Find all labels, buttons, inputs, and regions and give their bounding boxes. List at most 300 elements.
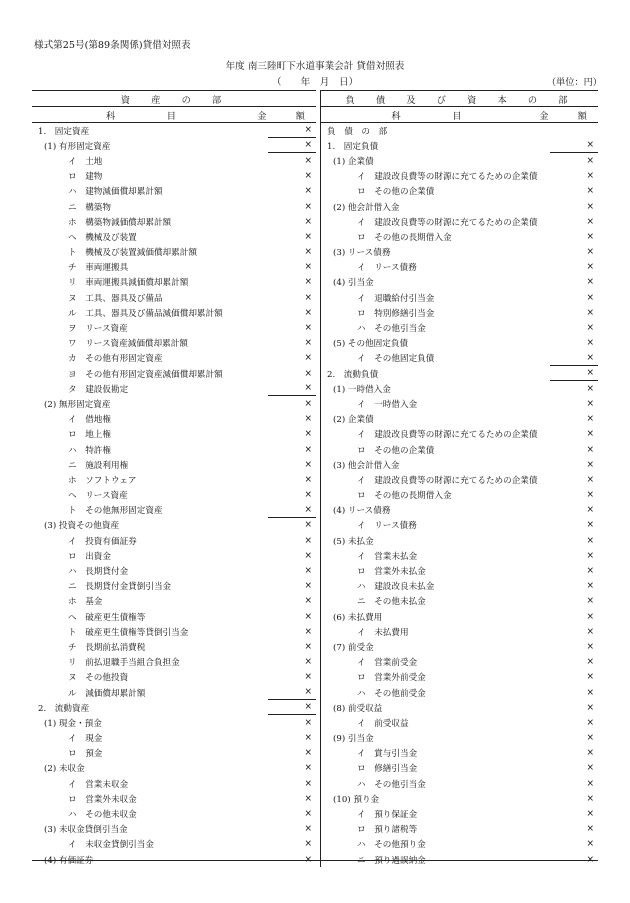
account-amount: × bbox=[304, 641, 312, 652]
table-row bbox=[32, 700, 316, 715]
account-label: (4) 有価証券 bbox=[44, 855, 94, 866]
account-amount: × bbox=[586, 155, 594, 166]
table-row bbox=[320, 533, 598, 548]
table-row bbox=[32, 336, 316, 351]
account-label: イ 営業未払金 bbox=[357, 551, 418, 562]
account-label: ハ その他未収金 bbox=[68, 810, 137, 821]
account-label: (7) 前受金 bbox=[333, 642, 374, 653]
table-row bbox=[32, 563, 316, 578]
account-amount: × bbox=[304, 626, 312, 637]
assets-col-item: 科 目 bbox=[106, 110, 182, 122]
account-label: ニ その他未払金 bbox=[357, 597, 426, 608]
account-amount: × bbox=[304, 307, 312, 318]
account-label: ロ その他の長期借入金 bbox=[357, 491, 452, 502]
account-label: イ 建設改良費等の財源に充てるための企業債 bbox=[357, 430, 538, 441]
unit-label: （単位：円） bbox=[546, 77, 602, 88]
account-label: ハ その他預り金 bbox=[357, 840, 426, 851]
account-amount: × bbox=[304, 490, 312, 501]
table-row bbox=[32, 442, 316, 457]
account-label: ハ 特許権 bbox=[68, 445, 111, 456]
table-row bbox=[320, 639, 598, 654]
account-amount: × bbox=[586, 763, 594, 774]
account-label: ハ その他前受金 bbox=[357, 688, 426, 699]
account-amount: × bbox=[586, 262, 594, 273]
account-amount: × bbox=[304, 566, 312, 577]
table-row bbox=[320, 776, 598, 791]
table-row bbox=[320, 366, 598, 381]
account-amount: × bbox=[586, 702, 594, 713]
account-amount: × bbox=[586, 566, 594, 577]
account-amount: × bbox=[586, 277, 594, 288]
account-label: イ 土地 bbox=[68, 156, 103, 167]
account-amount: × bbox=[304, 778, 312, 789]
account-label: イ 預り保証金 bbox=[357, 810, 418, 821]
account-label: ホ 基金 bbox=[68, 597, 103, 608]
account-amount: × bbox=[304, 809, 312, 820]
table-row bbox=[320, 153, 598, 168]
account-label: ト 破産更生債権等貸倒引当金 bbox=[68, 627, 189, 638]
account-label: ニ 施設利用権 bbox=[68, 460, 129, 471]
table-row bbox=[320, 260, 598, 275]
account-label: イ リース債務 bbox=[357, 263, 417, 274]
account-amount: × bbox=[268, 503, 316, 518]
account-amount: × bbox=[586, 611, 594, 622]
table-row bbox=[32, 153, 316, 168]
table-row bbox=[320, 396, 598, 411]
account-label: ロ 営業外未払金 bbox=[357, 567, 426, 578]
account-label: (3) 投資その他資産 bbox=[44, 521, 120, 532]
account-amount: × bbox=[268, 381, 316, 396]
table-row bbox=[320, 685, 598, 700]
account-amount: × bbox=[586, 186, 594, 197]
account-label: (6) 未払費用 bbox=[333, 612, 383, 623]
account-amount: × bbox=[586, 687, 594, 698]
account-label: イ 未収金貸倒引当金 bbox=[68, 840, 154, 851]
account-label: (5) その他固定負債 bbox=[333, 339, 409, 350]
account-amount: × bbox=[586, 809, 594, 820]
account-amount: × bbox=[304, 459, 312, 470]
account-label: チ 車両運搬具 bbox=[68, 263, 129, 274]
table-row bbox=[320, 655, 598, 670]
account-label: (1) 有形固定資産 bbox=[44, 141, 111, 152]
table-row bbox=[320, 290, 598, 305]
table-row bbox=[32, 214, 316, 229]
liabilities-section-header: 負 債 及 び 資 本 の 部 bbox=[320, 90, 598, 107]
table-row bbox=[32, 381, 316, 396]
table-row bbox=[32, 229, 316, 244]
assets-panel bbox=[32, 90, 316, 867]
account-label: (3) 他会計借入金 bbox=[333, 460, 400, 471]
form-number: 様式第25号(第89条関係)貸借対照表 bbox=[34, 40, 191, 51]
table-row bbox=[320, 472, 598, 487]
table-row bbox=[320, 806, 598, 821]
account-label: ニ 預り過誤納金 bbox=[357, 855, 426, 866]
account-label: イ 建設改良費等の財源に充てるための企業債 bbox=[357, 475, 538, 486]
table-row bbox=[32, 594, 316, 609]
account-amount: × bbox=[304, 793, 312, 804]
account-amount: × bbox=[586, 626, 594, 637]
account-amount: × bbox=[304, 414, 312, 425]
account-amount: × bbox=[550, 366, 598, 381]
account-label: イ その他固定負債 bbox=[357, 354, 435, 365]
account-label: (2) 無形固定資産 bbox=[44, 399, 111, 410]
liabilities-col-amount: 金 額 bbox=[539, 110, 597, 122]
account-label: チ 長期前払消費税 bbox=[68, 642, 146, 653]
table-row bbox=[32, 427, 316, 442]
table-row bbox=[320, 791, 598, 806]
table-row bbox=[32, 533, 316, 548]
liabilities-col-item: 科 目 bbox=[391, 110, 468, 122]
account-amount: × bbox=[586, 657, 594, 668]
table-row bbox=[32, 290, 316, 305]
account-label: 2. 流動資産 bbox=[38, 703, 90, 714]
table-row bbox=[32, 822, 316, 837]
account-amount: × bbox=[304, 611, 312, 622]
account-label: ヌ 工具、器具及び備品 bbox=[68, 293, 163, 304]
liabilities-column-header bbox=[320, 107, 598, 123]
table-row bbox=[320, 412, 598, 427]
account-amount: × bbox=[586, 778, 594, 789]
account-label: ニ 構築物 bbox=[68, 202, 111, 213]
table-row bbox=[320, 548, 598, 563]
account-label: ロ 営業外前受金 bbox=[357, 673, 426, 684]
account-label: イ リース債務 bbox=[357, 521, 417, 532]
table-row bbox=[32, 260, 316, 275]
account-label: ロ 預金 bbox=[68, 749, 103, 760]
table-row bbox=[320, 579, 598, 594]
table-row bbox=[32, 199, 316, 214]
table-row bbox=[32, 715, 316, 730]
account-label: (1) 現金・預金 bbox=[44, 718, 102, 729]
account-amount: × bbox=[304, 717, 312, 728]
account-amount: × bbox=[304, 398, 312, 409]
account-amount: × bbox=[586, 672, 594, 683]
account-amount: × bbox=[304, 748, 312, 759]
account-label: リ 車両運搬具減価償却累計額 bbox=[68, 278, 189, 289]
account-label: ホ 構築物減価償却累計額 bbox=[68, 217, 172, 228]
table-row bbox=[320, 488, 598, 503]
table-row bbox=[320, 320, 598, 335]
table-row bbox=[32, 275, 316, 290]
account-amount: × bbox=[268, 685, 316, 700]
table-row bbox=[320, 457, 598, 472]
account-amount: × bbox=[586, 171, 594, 182]
liabilities-panel bbox=[320, 90, 598, 867]
account-label: ヲ リース資産 bbox=[68, 324, 128, 335]
table-row bbox=[320, 275, 598, 290]
table-row bbox=[320, 214, 598, 229]
account-amount: × bbox=[586, 429, 594, 440]
table-row bbox=[32, 806, 316, 821]
account-label: ロ 出資金 bbox=[68, 551, 111, 562]
account-amount: × bbox=[586, 292, 594, 303]
account-label: ル 工具、器具及び備品減価償却累計額 bbox=[68, 308, 223, 319]
account-label: 負 債 の 部 bbox=[327, 126, 388, 137]
table-row bbox=[32, 245, 316, 260]
account-label: 2. 流動負債 bbox=[327, 369, 379, 380]
account-amount: × bbox=[304, 854, 312, 865]
account-amount: × bbox=[586, 733, 594, 744]
account-amount: × bbox=[586, 216, 594, 227]
table-row bbox=[320, 229, 598, 244]
account-label: (8) 前受収益 bbox=[333, 703, 383, 714]
account-amount: × bbox=[304, 474, 312, 485]
table-row bbox=[32, 791, 316, 806]
account-amount: × bbox=[586, 641, 594, 652]
account-amount: × bbox=[586, 474, 594, 485]
account-amount: × bbox=[586, 824, 594, 835]
table-row bbox=[320, 245, 598, 260]
account-amount: × bbox=[304, 201, 312, 212]
table-row bbox=[320, 305, 598, 320]
table-row bbox=[32, 518, 316, 533]
table-row bbox=[320, 199, 598, 214]
account-label: イ 現金 bbox=[68, 734, 103, 745]
account-label: (2) 他会計借入金 bbox=[333, 202, 400, 213]
account-label: イ 建設改良費等の財源に充てるための企業債 bbox=[357, 217, 538, 228]
account-amount: × bbox=[586, 398, 594, 409]
account-amount: × bbox=[586, 535, 594, 546]
table-row bbox=[320, 761, 598, 776]
account-label: イ 営業未収金 bbox=[68, 779, 129, 790]
table-row bbox=[32, 837, 316, 852]
table-row bbox=[320, 381, 598, 396]
account-amount: × bbox=[586, 444, 594, 455]
account-amount: × bbox=[304, 277, 312, 288]
account-label: ヨ その他有形固定資産減価償却累計額 bbox=[68, 369, 223, 380]
table-row bbox=[320, 138, 598, 153]
account-amount: × bbox=[586, 307, 594, 318]
account-label: ト その他無形固定資産 bbox=[68, 506, 163, 517]
account-amount: × bbox=[304, 429, 312, 440]
table-row bbox=[32, 548, 316, 563]
account-label: ヘ 破産更生債権等 bbox=[68, 612, 146, 623]
assets-section-header: 資 産 の 部 bbox=[32, 90, 316, 107]
table-row bbox=[320, 427, 598, 442]
account-label: リ 前払退職手当組合負担金 bbox=[68, 658, 180, 669]
table-row bbox=[32, 776, 316, 791]
account-amount: × bbox=[304, 520, 312, 531]
account-amount: × bbox=[550, 351, 598, 366]
account-amount: × bbox=[304, 323, 312, 334]
account-label: (1) 一時借入金 bbox=[333, 384, 391, 395]
account-amount: × bbox=[268, 700, 316, 715]
account-amount: × bbox=[304, 338, 312, 349]
account-label: (2) 企業債 bbox=[333, 415, 374, 426]
table-row bbox=[32, 670, 316, 685]
account-amount: × bbox=[268, 138, 316, 153]
account-amount: × bbox=[586, 505, 594, 516]
account-label: 1. 固定負債 bbox=[327, 141, 379, 152]
account-label: ワ リース資産減価償却累計額 bbox=[68, 339, 188, 350]
account-amount: × bbox=[304, 368, 312, 379]
table-row bbox=[32, 457, 316, 472]
account-amount: × bbox=[304, 262, 312, 273]
account-amount: × bbox=[304, 444, 312, 455]
table-row bbox=[32, 138, 316, 153]
table-row bbox=[320, 563, 598, 578]
assets-col-amount: 金 額 bbox=[257, 110, 315, 122]
account-label: (2) 未収金 bbox=[44, 764, 85, 775]
assets-column-header bbox=[32, 107, 316, 123]
liabilities-rows bbox=[320, 123, 598, 867]
table-row bbox=[32, 366, 316, 381]
table-row bbox=[320, 503, 598, 518]
account-amount: × bbox=[304, 672, 312, 683]
table-row bbox=[32, 320, 316, 335]
table-row bbox=[32, 169, 316, 184]
account-amount: × bbox=[586, 490, 594, 501]
account-label: ロ 特別修繕引当金 bbox=[357, 308, 435, 319]
table-row bbox=[320, 123, 598, 138]
account-label: (5) 未払金 bbox=[333, 536, 374, 547]
account-amount: × bbox=[304, 247, 312, 258]
table-row bbox=[32, 746, 316, 761]
account-label: (3) リース債務 bbox=[333, 248, 391, 259]
table-row bbox=[320, 594, 598, 609]
table-row bbox=[320, 609, 598, 624]
account-label: イ 借地権 bbox=[68, 415, 111, 426]
account-label: ト 機械及び装置減価償却累計額 bbox=[68, 248, 197, 259]
table-row bbox=[32, 412, 316, 427]
account-label: ホ ソフトウェア bbox=[68, 475, 137, 486]
document-date: （ 年 月 日） bbox=[271, 77, 359, 88]
account-amount: × bbox=[304, 155, 312, 166]
account-label: ロ 修繕引当金 bbox=[357, 764, 418, 775]
account-label: ロ 預り諸税等 bbox=[357, 825, 418, 836]
account-amount: × bbox=[586, 323, 594, 334]
table-row bbox=[320, 351, 598, 366]
account-label: ハ その他引当金 bbox=[357, 324, 426, 335]
table-row bbox=[320, 822, 598, 837]
account-label: 1. 固定資産 bbox=[38, 126, 90, 137]
account-label: イ 営業前受金 bbox=[357, 658, 418, 669]
account-amount: × bbox=[586, 748, 594, 759]
account-amount: × bbox=[304, 596, 312, 607]
account-label: (3) 未収金貸倒引当金 bbox=[44, 825, 128, 836]
table-row bbox=[32, 184, 316, 199]
account-amount: × bbox=[304, 216, 312, 227]
account-label: ハ 建物減価償却累計額 bbox=[68, 187, 163, 198]
account-amount: × bbox=[586, 854, 594, 865]
account-label: イ 一時借入金 bbox=[357, 399, 418, 410]
account-label: ヘ リース資産 bbox=[68, 491, 128, 502]
account-amount: × bbox=[586, 550, 594, 561]
assets-rows bbox=[32, 123, 316, 867]
account-amount: × bbox=[586, 596, 594, 607]
account-label: (9) 引当金 bbox=[333, 734, 374, 745]
account-label: イ 賞与引当金 bbox=[357, 749, 418, 760]
account-amount: × bbox=[304, 171, 312, 182]
table-row bbox=[32, 731, 316, 746]
account-amount: × bbox=[304, 550, 312, 561]
account-label: (10) 預り金 bbox=[333, 794, 380, 805]
account-label: ロ 営業外未収金 bbox=[68, 794, 137, 805]
account-amount: × bbox=[586, 793, 594, 804]
table-row bbox=[320, 837, 598, 852]
table-row bbox=[320, 746, 598, 761]
table-row bbox=[32, 123, 316, 138]
account-amount: × bbox=[304, 292, 312, 303]
account-amount: × bbox=[586, 839, 594, 850]
account-amount: × bbox=[586, 338, 594, 349]
table-row bbox=[320, 336, 598, 351]
table-row bbox=[32, 639, 316, 654]
table-row bbox=[320, 670, 598, 685]
table-row bbox=[32, 351, 316, 366]
account-label: イ 前受収益 bbox=[357, 718, 409, 729]
table-row bbox=[32, 609, 316, 624]
account-label: ヘ 機械及び装置 bbox=[68, 232, 137, 243]
table-row bbox=[320, 169, 598, 184]
account-amount: × bbox=[586, 201, 594, 212]
account-label: ロ その他の企業債 bbox=[357, 445, 435, 456]
table-row bbox=[320, 518, 598, 533]
table-bottom-border bbox=[32, 860, 598, 861]
account-label: (4) 引当金 bbox=[333, 278, 374, 289]
table-row bbox=[320, 184, 598, 199]
table-row bbox=[32, 305, 316, 320]
table-row bbox=[32, 685, 316, 700]
account-amount: × bbox=[586, 520, 594, 531]
account-amount: × bbox=[304, 657, 312, 668]
table-row bbox=[32, 655, 316, 670]
account-amount: × bbox=[586, 581, 594, 592]
table-row bbox=[32, 488, 316, 503]
account-amount: × bbox=[550, 138, 598, 153]
table-row bbox=[320, 731, 598, 746]
account-amount: × bbox=[304, 763, 312, 774]
balance-sheet-table bbox=[32, 90, 598, 866]
account-amount: × bbox=[586, 717, 594, 728]
account-label: ロ その他の長期借入金 bbox=[357, 232, 452, 243]
account-amount: × bbox=[586, 231, 594, 242]
account-label: イ 投資有価証券 bbox=[68, 536, 137, 547]
account-amount: × bbox=[586, 247, 594, 258]
account-amount: × bbox=[268, 123, 316, 138]
account-amount: × bbox=[304, 581, 312, 592]
account-amount: × bbox=[304, 824, 312, 835]
account-amount: × bbox=[586, 383, 594, 394]
account-amount: × bbox=[304, 231, 312, 242]
table-row bbox=[32, 396, 316, 411]
account-label: (1) 企業債 bbox=[333, 156, 374, 167]
account-label: ル 減価償却累計額 bbox=[68, 688, 146, 699]
account-label: イ 未払費用 bbox=[357, 627, 409, 638]
table-row bbox=[320, 715, 598, 730]
account-label: イ 退職給付引当金 bbox=[357, 293, 435, 304]
account-amount: × bbox=[304, 353, 312, 364]
account-label: ロ 建物 bbox=[68, 172, 103, 183]
account-amount: × bbox=[304, 839, 312, 850]
account-amount: × bbox=[304, 733, 312, 744]
table-row bbox=[320, 700, 598, 715]
account-label: カ その他有形固定資産 bbox=[68, 354, 163, 365]
account-label: ニ 長期貸付金貸倒引当金 bbox=[68, 582, 172, 593]
account-label: ロ その他の企業債 bbox=[357, 187, 435, 198]
account-amount: × bbox=[304, 535, 312, 546]
account-label: ハ その他引当金 bbox=[357, 779, 426, 790]
table-row bbox=[32, 761, 316, 776]
account-amount: × bbox=[304, 186, 312, 197]
table-row bbox=[320, 442, 598, 457]
document-title: 年度 南三陸町下水道事業会計 貸借対照表 bbox=[225, 61, 405, 72]
account-label: イ 建設改良費等の財源に充てるための企業債 bbox=[357, 172, 538, 183]
account-label: (4) リース債務 bbox=[333, 506, 391, 517]
table-row bbox=[32, 503, 316, 518]
account-label: タ 建設仮勘定 bbox=[68, 384, 129, 395]
table-row bbox=[320, 624, 598, 639]
